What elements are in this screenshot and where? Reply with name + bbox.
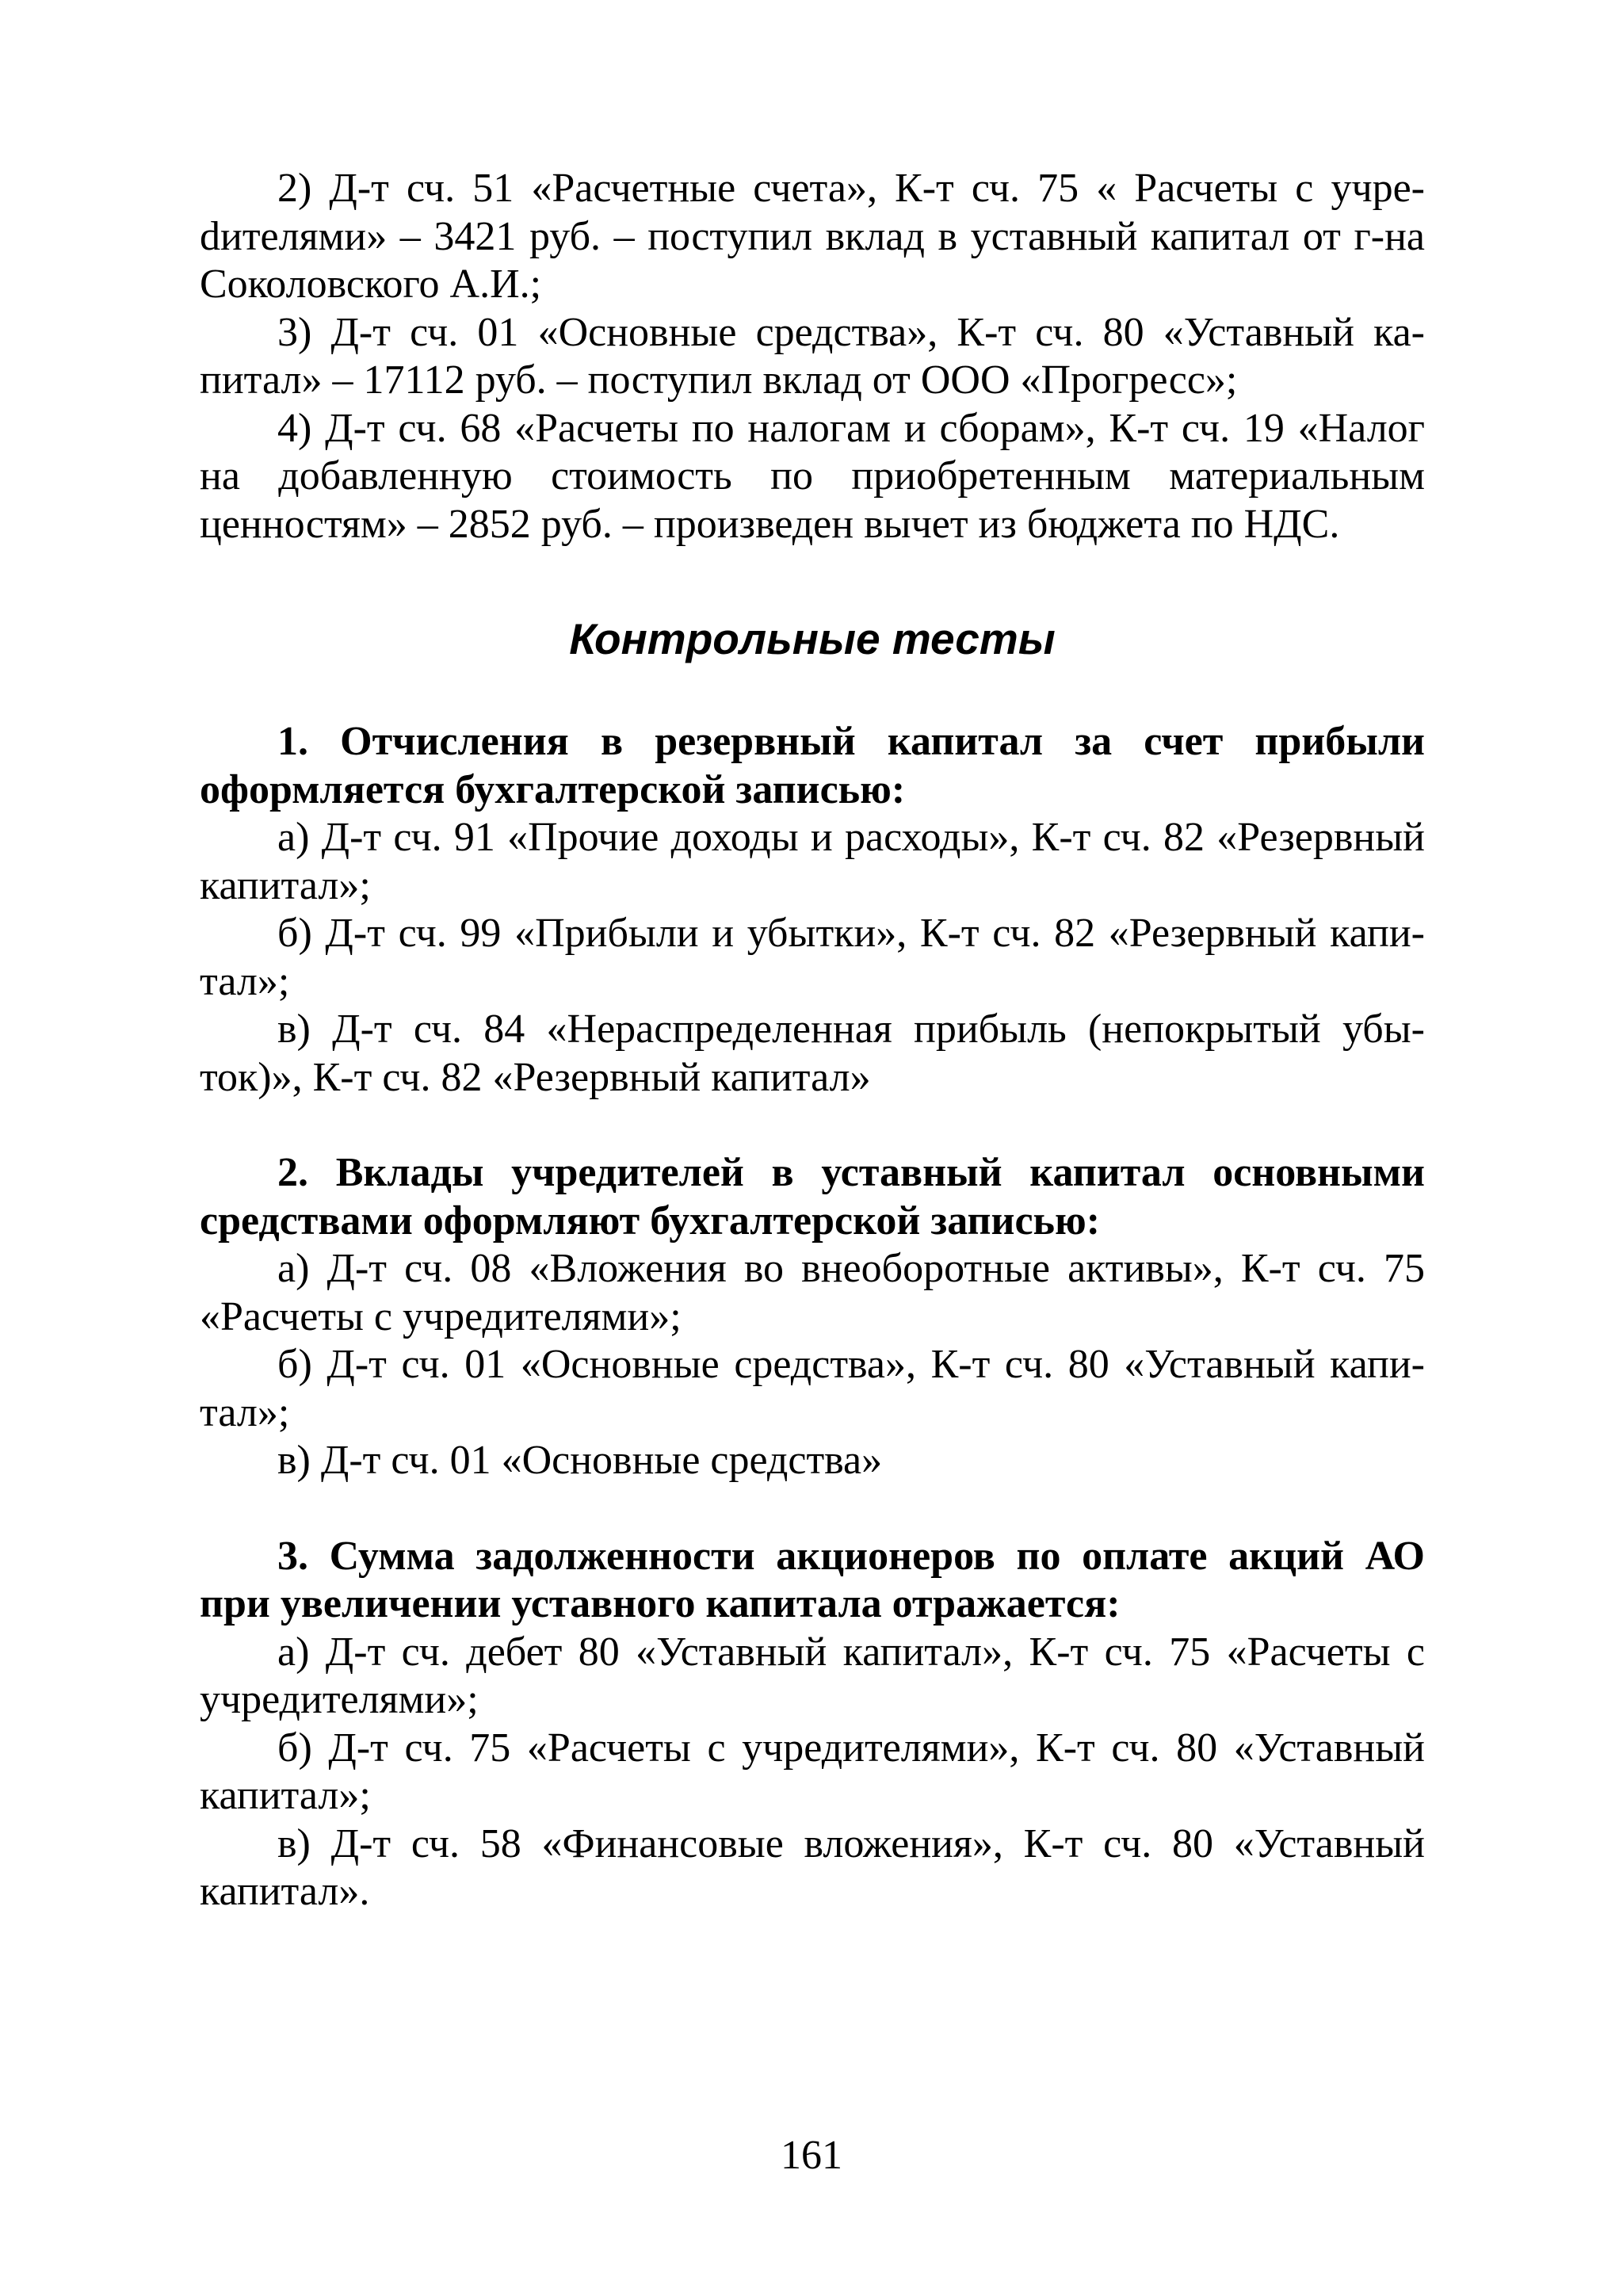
answer-a: а) Д-т сч. 08 «Вложения во внеоборотные активы», К-т сч. 75 «Расчеты с учредителями»;: [200, 1246, 1425, 1339]
intro-paragraph-3: 3) Д-т сч. 01 «Основные средства», К-т сч. 80 «Уставный капитал» – 17112 руб. – поступил вклад от ООО «Прогресс»;: [200, 309, 1425, 403]
answer-c: в) Д-т сч. 58 «Финансовые вложения», К-т сч. 80 «Уставный капитал».: [200, 1820, 1425, 1914]
answer-b: б) Д-т сч. 01 «Основные средства», К-т сч. 80 «Уставный капитал»;: [200, 1342, 1425, 1435]
question-text: 1. Отчисления в резервный капитал за счет прибыли оформляется бухгалтерской записью:: [200, 719, 1425, 812]
question-1: [200, 718, 1425, 1102]
answer-b: б) Д-т сч. 75 «Расчеты с учредителями», К-т сч. 80 «Уставный капитал»;: [200, 1725, 1425, 1818]
answer-c: в) Д-т сч. 84 «Нераспределенная прибыль (непокрытый убыток)», К-т сч. 82 «Резервный капитал»: [200, 1007, 1425, 1100]
question-text: 3. Сумма задолженности акционеров по оплате акций АО при увеличении уставного капитала отражается:: [200, 1533, 1425, 1626]
question-3: [200, 1533, 1425, 1916]
answer-a: а) Д-т сч. 91 «Прочие доходы и расходы», К-т сч. 82 «Резервный капитал»;: [200, 815, 1425, 908]
page-content: [200, 165, 1425, 1916]
intro-paragraph-4: 4) Д-т сч. 68 «Расчеты по налогам и сборам», К-т сч. 19 «Налог на добавленную стоимость по приобретенным материальным ценностям» – 2852 руб. – произведен вычет из бюджета по НДС.: [200, 405, 1425, 547]
section-title: Контрольные тесты: [569, 614, 1056, 663]
question-2: [200, 1149, 1425, 1485]
page-number: 161: [781, 2133, 842, 2178]
intro-paragraph-2: 2) Д-т сч. 51 «Расчетные счета», К-т сч. 75 « Расчеты с учреdителями» – 3421 руб. – поступил вклад в уставный капитал от г-на Соколовского А.И.;: [200, 166, 1425, 307]
answer-b: б) Д-т сч. 99 «Прибыли и убытки», К-т сч. 82 «Резервный капитал»;: [200, 911, 1425, 1004]
answer-a: а) Д-т сч. дебет 80 «Уставный капитал», К-т сч. 75 «Расчеты с учредителями»;: [200, 1629, 1425, 1722]
question-text: 2. Вклады учредителей в уставный капитал основными средствами оформляют бухгалтерской записью:: [200, 1150, 1425, 1244]
answer-c: в) Д-т сч. 01 «Основные средства»: [277, 1438, 883, 1483]
